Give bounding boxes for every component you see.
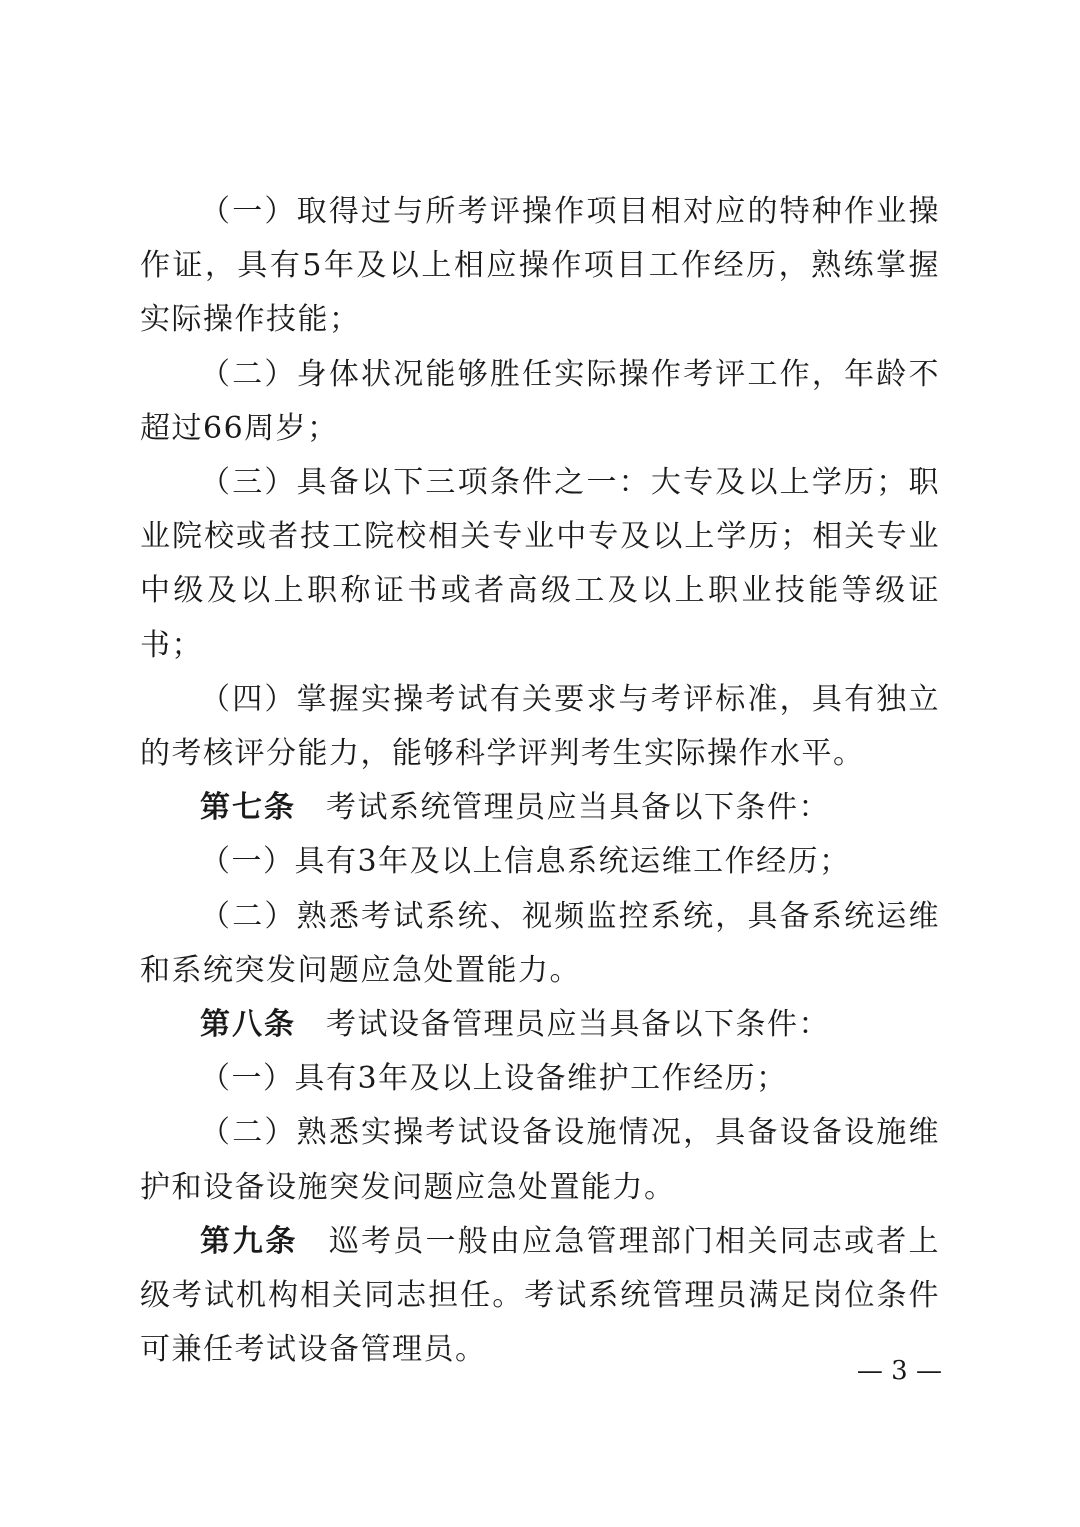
article-8-text: 考试设备管理员应当具备以下条件： <box>326 1007 830 1043</box>
paragraph-8-1: （一）具有3年及以上设备维护工作经历； <box>200 1061 788 1097</box>
paragraph-1-4: （四）掌握实操考试有关要求与考评标准，具有独立的考核评分能力，能够科学评判考生实际操作水平。 <box>140 681 940 772</box>
article-7-heading: 第七条 <box>200 790 296 826</box>
paragraph-8-2: （二）熟悉实操考试设备设施情况，具备设备设施维护和设备设施突发问题应急处置能力。 <box>140 1115 940 1205</box>
article-9-text: 巡考员一般由应急管理部门相关同志或者上级考试机构相关同志担任。考试系统管理员满足岗位条件可兼任考试设备管理员。 <box>140 1223 941 1368</box>
paragraph-7-2: （二）熟悉考试系统、视频监控系统，具备系统运维和系统突发问题应急处置能力。 <box>140 898 940 988</box>
document-body <box>140 185 940 1377</box>
article-8-heading: 第八条 <box>200 1007 296 1043</box>
article-7 <box>140 781 940 835</box>
page-number: — 3 — <box>856 1356 942 1386</box>
article-9-heading: 第九条 <box>200 1223 299 1259</box>
article-9 <box>140 1215 940 1378</box>
paragraph-1-2: （二）身体状况能够胜任实际操作考评工作，年龄不超过66周岁； <box>140 356 940 446</box>
paragraph-1-3: （三）具备以下三项条件之一：大专及以上学历；职业院校或者技工院校相关专业中专及以上学历；相关专业中级及以上职称证书或者高级工及以上职业技能等级证书； <box>140 465 940 663</box>
paragraph-7-1: （一）具有3年及以上信息系统运维工作经历； <box>200 844 851 880</box>
article-7-text: 考试系统管理员应当具备以下条件： <box>326 790 830 826</box>
article-8 <box>140 998 940 1052</box>
paragraph-1-1: （一）取得过与所考评操作项目相对应的特种作业操作证，具有5年及以上相应操作项目工作经历，熟练掌握实际操作技能； <box>140 194 940 338</box>
